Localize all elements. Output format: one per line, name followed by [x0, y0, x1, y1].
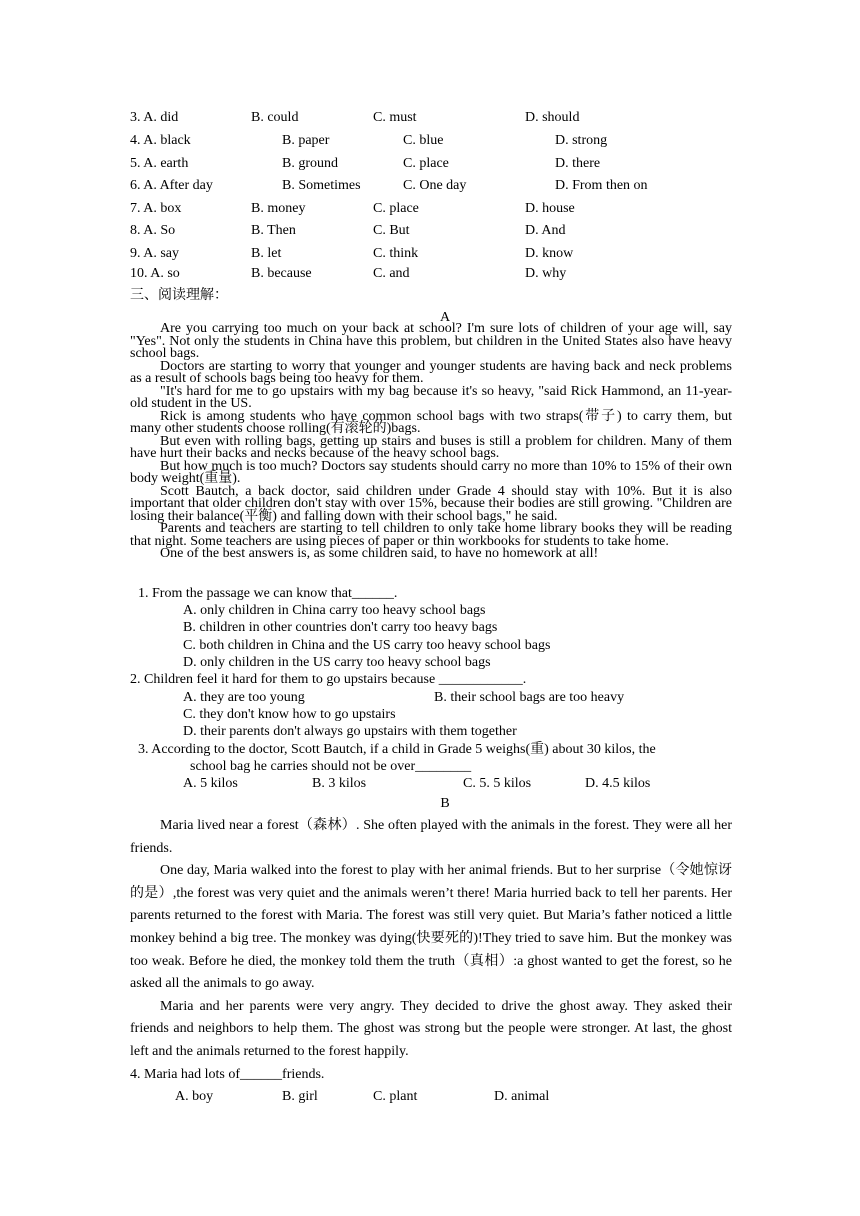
question-4-option-a: A. boy [175, 1089, 214, 1104]
question-3-option-a: A. 5 kilos [183, 776, 238, 791]
q7-option-d: D. house [525, 201, 575, 216]
q3-option-c: C. must [373, 110, 417, 125]
question-3-option-b: B. 3 kilos [312, 776, 367, 791]
q8-option-a: 8. A. So [130, 223, 176, 238]
passage-a-paragraph: Parents and teachers are starting to tell children to only take home library books they will be reading that night. Some teachers are using pieces of paper or thin workbooks for students to take home. [130, 521, 732, 549]
question-1-option-d: D. only children in the US carry too heavy school bags [183, 655, 491, 670]
question-3-option-d: D. 4.5 kilos [585, 776, 651, 791]
question-4-option-c: C. plant [373, 1089, 418, 1104]
question-2-option-c: C. they don't know how to go upstairs [183, 707, 396, 722]
passage-a-paragraph: Doctors are starting to worry that younger and younger students are having back and neck problems as a result of schools bags being too heavy for them. [130, 358, 732, 386]
question-4-option-b: B. girl [282, 1089, 318, 1104]
passage-b-paragraph: Maria and her parents were very angry. They decided to drive the ghost away. They asked their friends and neighbors to help them. The ghost was strong but the people were stronger. At last, the ghost left and the animals returned to the forest happily. [130, 998, 732, 1059]
q4-option-b: B. paper [282, 133, 330, 148]
q9-option-d: D. know [525, 246, 574, 261]
q7-option-c: C. place [373, 201, 419, 216]
q10-option-b: B. because [251, 266, 312, 281]
q6-option-d: D. From then on [555, 178, 648, 193]
q5-option-a: 5. A. earth [130, 156, 189, 171]
section-title: 三、阅读理解： [130, 288, 228, 303]
question-1-option-c: C. both children in China and the US carry too heavy school bags [183, 638, 551, 653]
passage-a-label: A [439, 310, 451, 325]
q8-option-c: C. But [373, 223, 410, 238]
passage-b-paragraph: Maria lived near a forest（森林）. She often played with the animals in the forest. They were all her friends. [130, 818, 732, 856]
question-2-option-a: A. they are too young [183, 690, 305, 705]
passage-a-paragraph: "It's hard for me to go upstairs with my bag because it's so heavy, "said Rick Hammond, an 11-year-old student in the US. [130, 383, 732, 411]
q10-option-d: D. why [525, 266, 567, 281]
q9-option-c: C. think [373, 246, 419, 261]
question-2-option-d: D. their parents don't always go upstairs with them together [183, 724, 517, 739]
q3-option-d: D. should [525, 110, 580, 125]
q6-option-c: C. One day [403, 178, 467, 193]
question-2-stem: 2. Children feel it hard for them to go upstairs because ____________. [130, 672, 527, 687]
q4-option-c: C. blue [403, 133, 444, 148]
q5-option-b: B. ground [282, 156, 338, 171]
question-3-option-c: C. 5. 5 kilos [463, 776, 532, 791]
question-3-stem-line2: school bag he carries should not be over________ [190, 759, 472, 774]
q9-option-a: 9. A. say [130, 246, 179, 261]
q7-option-b: B. money [251, 201, 306, 216]
question-1-option-a: A. only children in China carry too heavy school bags [183, 603, 486, 618]
q4-option-a: 4. A. black [130, 133, 191, 148]
q10-option-c: C. and [373, 266, 410, 281]
passage-a-paragraph: But even with rolling bags, getting up stairs and buses is still a problem for children. Many of them have hurt their backs and necks because of the heavy school bags. [130, 433, 732, 461]
passage-a-paragraph: Are you carrying too much on your back at school? I'm sure lots of children of your age will, say "Yes". Not only the students in China have this problem, but children in the United States also have heavy school bags. [130, 321, 732, 361]
question-1-option-b: B. children in other countries don't carry too heavy bags [183, 620, 498, 635]
passage-a-paragraph: Rick is among students who have common school bags with two straps(带子) to carry them, but many other students choose rolling(有滚轮的)bags. [130, 408, 732, 436]
q6-option-a: 6. A. After day [130, 178, 213, 193]
question-1-stem: 1. From the passage we can know that______. [138, 586, 398, 601]
question-4-option-d: D. animal [494, 1089, 550, 1104]
question-3-stem-line1: 3. According to the doctor, Scott Bautch, if a child in Grade 5 weighs(重) about 30 kilos, the [138, 742, 656, 757]
passage-a-paragraph: Scott Bautch, a back doctor, said children under Grade 4 should stay with 10%. But it is also important that older children don't stay with over 15%, because their bodies are still growing. "Children are losing their balance(平衡) and falling down with their school bags," he said. [130, 483, 732, 524]
question-4-stem: 4. Maria had lots of______friends. [130, 1067, 325, 1082]
q5-option-c: C. place [403, 156, 449, 171]
q4-option-d: D. strong [555, 133, 608, 148]
q3-option-a: 3. A. did [130, 110, 179, 125]
passage-a-paragraph: One of the best answers is, as some children said, to have no homework at all! [160, 546, 599, 561]
passage-b-body [130, 815, 732, 1064]
passage-b-paragraph: One day, Maria walked into the forest to play with her animal friends. But to her surprise（令她惊讶的是）,the forest was very quiet and the animals weren’t there! Maria hurried back to tell her parents. Her parents returned to the forest with Maria. The forest was still very quiet. But Maria’s father noticed a little monkey behind a big tree. The monkey was dying(快要死的)!They tried to save him. But the monkey was too weak. Before he died, the monkey told them the truth（真相）:a ghost wanted to get the forest, so he asked all the animals to go away. [130, 863, 732, 992]
q5-option-d: D. there [555, 156, 601, 171]
passage-a-paragraph: But how much is too much? Doctors say students should carry no more than 10% to 15% of their own body weight(重量). [130, 458, 732, 486]
q10-option-a: 10. A. so [130, 266, 180, 281]
passage-b-label: B [440, 796, 450, 811]
passage-a-body [130, 323, 732, 561]
q6-option-b: B. Sometimes [282, 178, 361, 193]
question-2-option-b: B. their school bags are too heavy [434, 690, 625, 705]
q8-option-d: D. And [525, 223, 566, 238]
q9-option-b: B. let [251, 246, 282, 261]
q7-option-a: 7. A. box [130, 201, 182, 216]
q8-option-b: B. Then [251, 223, 296, 238]
q3-option-b: B. could [251, 110, 299, 125]
